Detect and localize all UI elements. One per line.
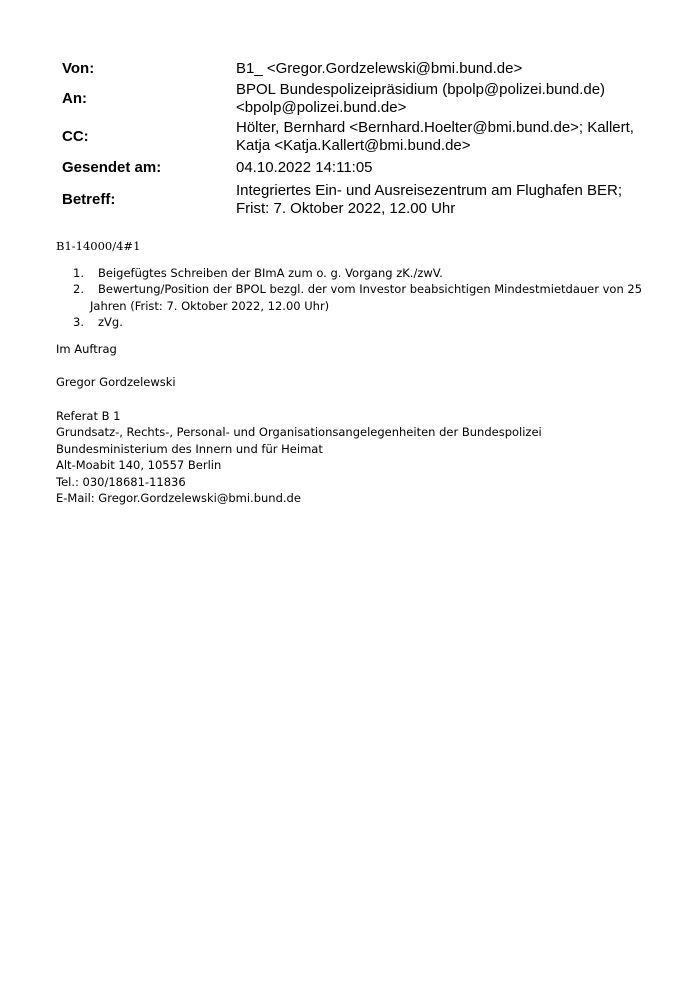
signature-block <box>56 408 656 507</box>
subject-value-line-1: Integriertes Ein- und Ausreisezentrum am Flughafen BER; <box>236 182 623 199</box>
to-value <box>236 81 652 117</box>
email-header <box>62 58 652 220</box>
subject-value <box>236 182 652 218</box>
subject-label: Betreff: <box>62 191 116 208</box>
list-item <box>56 314 656 331</box>
closing-phrase: Im Auftrag <box>56 341 117 356</box>
sent-label: Gesendet am: <box>62 159 162 176</box>
item-list <box>56 265 656 331</box>
to-label: An: <box>62 90 87 107</box>
subject-value-line-2: Frist: 7. Oktober 2022, 12.00 Uhr <box>236 200 456 217</box>
email-body <box>56 238 656 507</box>
signature-email: E-Mail: Gregor.Gordzelewski@bmi.bund.de <box>56 491 301 505</box>
from-value: B1_ <Gregor.Gordzelewski@bmi.bund.de> <box>236 60 523 77</box>
to-value-line-1: BPOL Bundespolizeipräsidium (bpolp@polizei.bund.de) <box>236 81 606 98</box>
header-row-to <box>62 80 652 118</box>
reference-number: B1-14000/4#1 <box>56 239 141 253</box>
from-label: Von: <box>62 60 95 77</box>
list-item-number: 2. <box>73 282 84 296</box>
sent-value: 04.10.2022 14:11:05 <box>236 159 373 176</box>
signature-address: Alt-Moabit 140, 10557 Berlin <box>56 458 222 472</box>
cc-label: CC: <box>62 128 89 145</box>
list-item-text: Beigefügtes Schreiben der BImA zum o. g. Vorgang zK./zwV. <box>98 265 443 280</box>
cc-value-line-1: Hölter, Bernhard <Bernhard.Hoelter@bmi.bund.de>; Kallert, <box>236 119 634 136</box>
list-item-text: Bewertung/Position der BPOL bezgl. der vom Investor beabsichtigen Mindestmietdauer von 25 <box>98 282 643 296</box>
list-item-number: 1. <box>73 265 84 280</box>
sender-name: Gregor Gordzelewski <box>56 375 176 389</box>
list-item-text-continued: Jahren (Frist: 7. Oktober 2022, 12.00 Uhr) <box>90 298 330 313</box>
list-item <box>56 265 656 282</box>
header-row-from <box>62 58 652 80</box>
cc-value-line-2: Katja <Katja.Kallert@bmi.bund.de> <box>236 137 471 154</box>
signature-unit: Referat B 1 <box>56 408 121 423</box>
signature-ministry: Bundesministerium des Innern und für Heimat <box>56 441 323 456</box>
header-row-sent <box>62 156 652 180</box>
cc-value <box>236 119 652 155</box>
header-row-cc <box>62 118 652 156</box>
to-value-line-2: <bpolp@polizei.bund.de> <box>236 99 407 116</box>
signature-department: Grundsatz-, Rechts-, Personal- und Organisationsangelegenheiten der Bundespolizei <box>56 425 542 439</box>
list-item <box>56 281 656 314</box>
list-item-number: 3. <box>73 315 84 329</box>
header-row-subject <box>62 180 652 220</box>
list-item-text: zVg. <box>98 315 123 329</box>
signature-phone: Tel.: 030/18681-11836 <box>56 474 186 489</box>
